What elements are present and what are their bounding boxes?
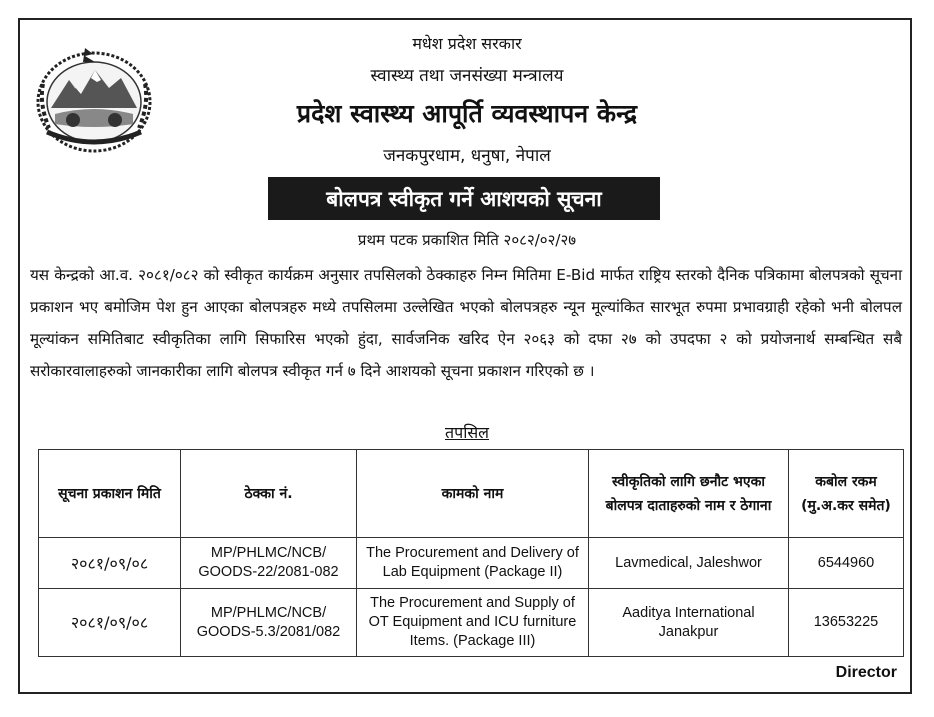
contract-schedule-table xyxy=(38,449,904,657)
ministry-heading: स्वास्थ्य तथा जनसंख्या मन्त्रालय xyxy=(370,66,564,86)
cell-bidder: Aaditya International Janakpur xyxy=(589,589,789,657)
col-bid-amount: कबोल रकम (मु.अ.कर समेत) xyxy=(789,450,904,538)
cell-bidder: Lavmedical, Jaleshwor xyxy=(589,538,789,589)
office-address: जनकपुरधाम, धनुषा, नेपाल xyxy=(383,146,551,166)
cell-contract: MP/PHLMC/NCB/ GOODS-22/2081-082 xyxy=(181,538,357,589)
col-contract-number: ठेक्का नं. xyxy=(181,450,357,538)
notice-title-banner xyxy=(268,177,660,220)
first-publication-date: प्रथम पटक प्रकाशित मिति २०८२/०२/२७ xyxy=(357,231,577,249)
table-row xyxy=(39,589,904,657)
cell-date: २०८१/०९/०८ xyxy=(39,589,181,657)
notice-body: यस केन्द्रको आ.व. २०८१/०८२ को स्वीकृत कार्यक्रम अनुसार तपसिलको ठेक्काहरु निम्न मितिमा E-Bid मार्फत राष्ट्रिय स्तरको दैनिक पत्रिकामा बोलपत्रको सूचना प्रकाशन भए बमोजिम पेश हुन आएका बोलपत्रहरु मध्ये तपसिलमा उल्लेखित भएको बोलपत्रहरु न्यून मूल्यांकित सारभूत रुपमा प्रभावग्राही रहेको भनी बोलपल मूल्यांकन समितिबाट स्वीकृतिका लागि सिफारिस भएको हुंदा, सार्वजनिक खरिद ऐन २०६३ को दफा २७ को उपदफा २ को प्रयोजनार्थ सम्बन्धित सबै सरोकारवालाहरुको जानकारीका लागि बोलपत्र स्वीकृत गर्न ७ दिने आशयको सूचना प्रकाशन गरिएको छ । xyxy=(30,266,902,380)
office-title: प्रदेश स्वास्थ्य आपूर्ति व्यवस्थापन केन्द्र xyxy=(296,99,638,128)
cell-work: The Procurement and Supply of OT Equipment and ICU furniture Items. (Package III) xyxy=(357,589,589,657)
cell-contract: MP/PHLMC/NCB/ GOODS-5.3/2081/082 xyxy=(181,589,357,657)
province-government-heading: मधेश प्रदेश सरकार xyxy=(412,34,522,53)
signatory-title: Director xyxy=(835,664,897,681)
col-selected-bidder: स्वीकृतिको लागि छनौट भएका बोलपत्र दाताहरुको नाम र ठेगाना xyxy=(589,450,789,538)
cell-work: The Procurement and Delivery of Lab Equipment (Package II) xyxy=(357,538,589,589)
cell-amount: 6544960 xyxy=(789,538,904,589)
schedule-heading: तपसिल xyxy=(444,423,490,442)
cell-amount: 13653225 xyxy=(789,589,904,657)
cell-date: २०८१/०९/०८ xyxy=(39,538,181,589)
col-work-name: कामको नाम xyxy=(357,450,589,538)
table-header-row xyxy=(39,450,904,538)
col-publication-date: सूचना प्रकाशन मिति xyxy=(39,450,181,538)
table-row xyxy=(39,538,904,589)
notice-title: बोलपत्र स्वीकृत गर्ने आशयको सूचना xyxy=(326,186,602,211)
